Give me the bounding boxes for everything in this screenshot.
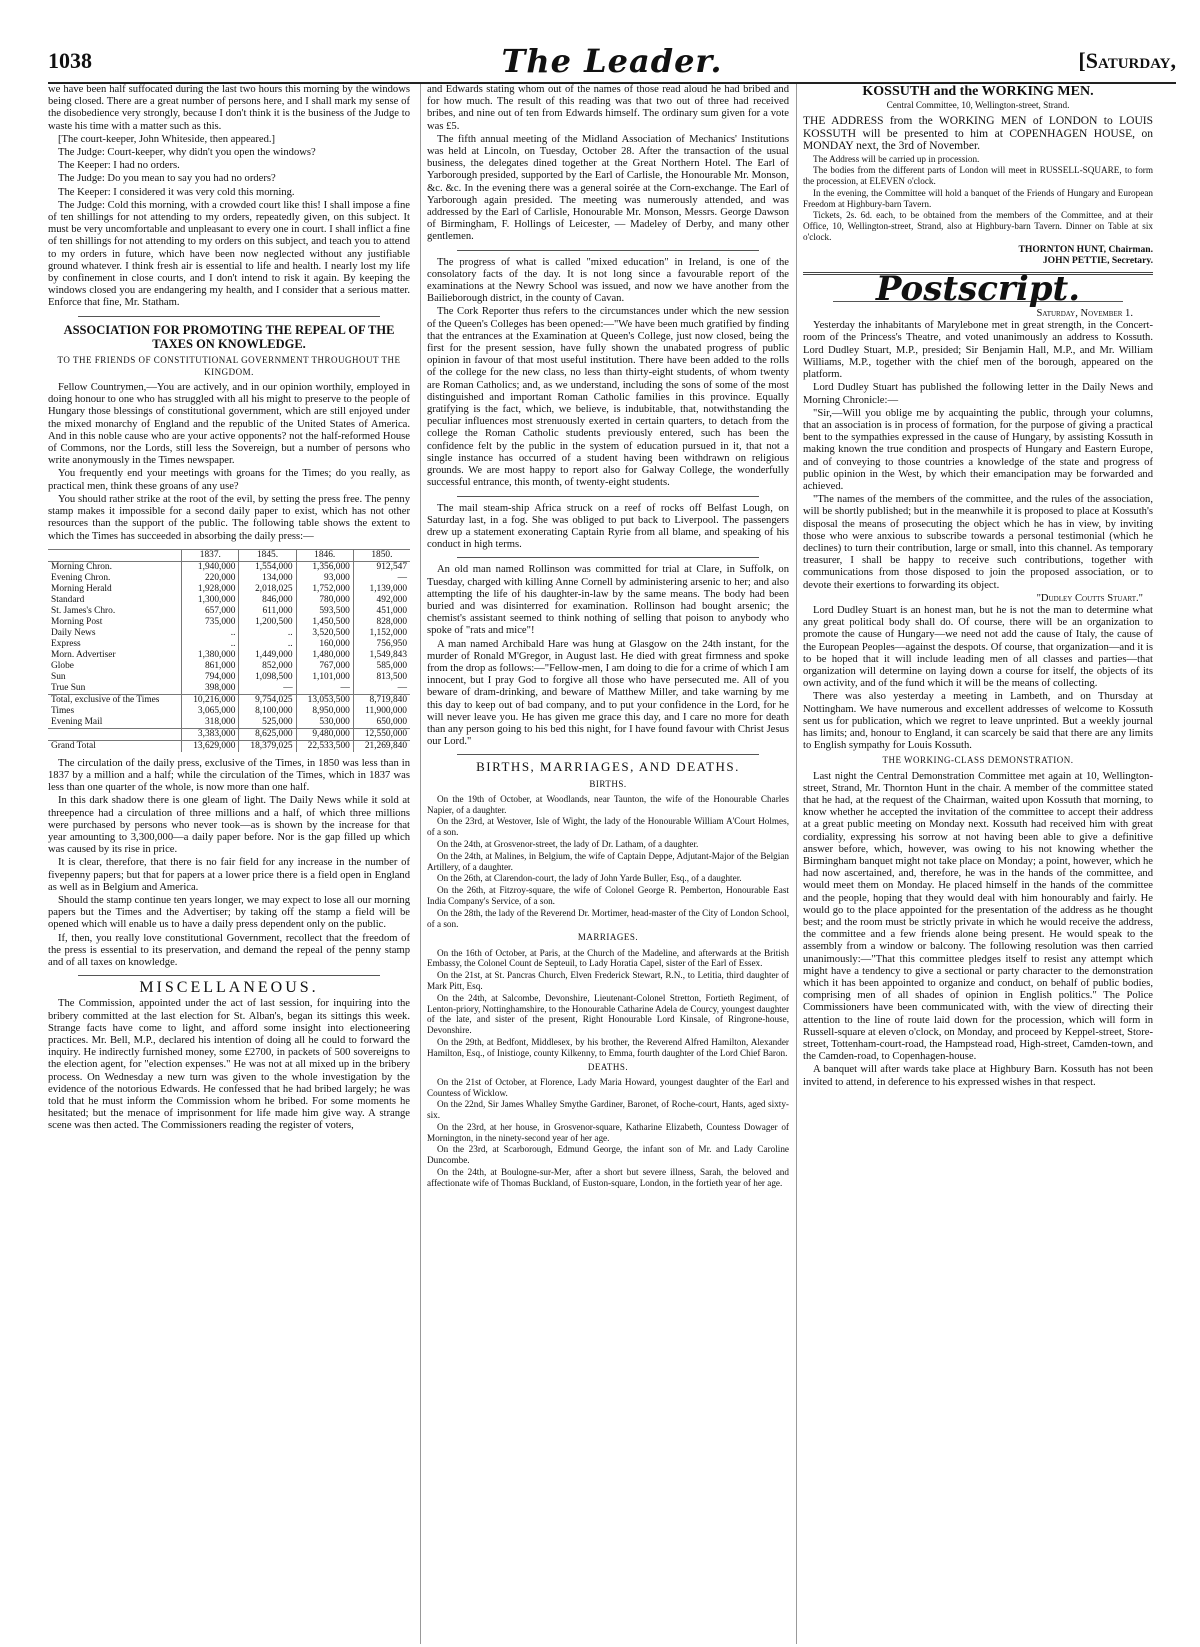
births-heading: BIRTHS.	[589, 778, 627, 789]
paragraph: [The court-keeper, John Whiteside, then appeared.]	[58, 133, 276, 145]
births-list	[427, 794, 789, 930]
table-cell: 3,383,000	[182, 728, 239, 740]
table-cell: 1,356,000	[296, 561, 353, 573]
table-row	[48, 584, 410, 595]
paragraph: If, then, you really love constitutional Government, recollect that the freedom of the press is essential to its preservation, and demand the repeal of the penny stamp and of all taxes on knowledge.	[48, 932, 410, 968]
signature-chairman: THORNTON HUNT, Chairman.	[1018, 243, 1153, 255]
table-cell: 93,000	[296, 573, 353, 584]
death-notice: On the 21st of October, at Florence, Lady Maria Howard, youngest daughter of the Earl and Countess of Wicklow.	[427, 1076, 789, 1098]
paragraph: Lord Dudley Stuart has published the following letter in the Daily News and Morning Chronicle:—	[803, 382, 1153, 406]
table-cell: 735,000	[182, 617, 239, 628]
table-cell: 780,000	[296, 595, 353, 606]
table-cell: 525,000	[239, 717, 296, 729]
table-cell: 18,379,025	[239, 740, 296, 752]
paragraph: Should the stamp continue ten years longer, we may expect to lose all our morning papers but the Times and the Advertiser; by taking off the stamp a field will be opened which will enable us to have a daily press dependent only on the public.	[48, 894, 410, 931]
table-row-label: Morning Herald	[51, 583, 112, 594]
table-cell: —	[353, 683, 410, 695]
deaths-list	[427, 1077, 789, 1189]
table-cell: 21,269,840	[353, 740, 410, 752]
table-cell: ..	[239, 639, 296, 650]
paragraph: The progress of what is called "mixed education" in Ireland, is one of the consolatory facts of the day. It is not long since a favourable report of the examinations at the Newry School was issued, and now we have another from the Bailieborough district, in the county of Cavan.	[427, 256, 789, 305]
paragraph: In this dark shadow there is one gleam of light. The Daily News while it sold at threepence had a circulation of three millions and a half, of which three millions were purchased by persons who never took—as is shown by the increase for that year amounting to 3,300,000—a daily paper before. Nor is the gap filled up which was caused by its rise in price.	[48, 795, 410, 856]
table-cell: 1,200,500	[239, 617, 296, 628]
table-cell: 13,629,000	[182, 740, 239, 752]
paragraph: An old man named Rollinson was committed for trial at Clare, in Suffolk, on Tuesday, charged with killing Anne Cornell by administering arsenic to her; and also attempting the life of his daughter-in-law by the same means. The body had been buried and was disinterred for examination. Rollinson had bought arsenic; the chemist's assistant seemed to think nothing of selling that poison to anybody who spoke of "rats and mice"!	[427, 564, 789, 637]
table-cell: 767,000	[296, 661, 353, 672]
birth-notice: On the 26th, at Fitzroy-square, the wife of Colonel George R. Pemberton, Honourable East India Company's Service, of a son.	[427, 885, 789, 906]
table-row-label: Standard	[51, 594, 85, 605]
table-row	[48, 628, 410, 639]
section-heading: BIRTHS, MARRIAGES, AND DEATHS.	[476, 759, 740, 775]
paragraph: The mail steam-ship Africa struck on a reef of rocks off Belfast Lough, on Saturday last, in a fog. She was obliged to put back to Liverpool. The passengers drew up a statement exonerating Captain Ryrie from all blame, and speaking of his conduct in high terms.	[427, 502, 789, 551]
paragraph: we have been half suffocated during the last two hours this morning by the windows being closed. There are a great number of persons here, and I shall mark my sense of the disobedience very strongly, because I don't think it is the business of the Judge to waste his time with a matter such as this.	[48, 84, 410, 132]
table-cell: 852,000	[239, 661, 296, 672]
page-number: 1038	[48, 48, 92, 73]
table-cell: 1,940,000	[182, 561, 239, 573]
paragraph: The circulation of the daily press, exclusive of the Times, in 1850 was less than in 1837 by a million and a half; while the circulation of the Times, which in 1837 was less than one quarter of the whole, is now more than one half.	[48, 757, 410, 794]
deaths-heading: DEATHS.	[587, 1061, 629, 1072]
table-cell: 13,053,500	[296, 694, 353, 706]
paragraph: Tickets, 2s. 6d. each, to be obtained from the members of the Committee, and at their Office, 10, Wellington-street, Strand, also at Highbury-barn Tavern. Dinner on Table at six o'clock.	[803, 210, 1153, 243]
paragraph: You should rather strike at the root of the evil, by setting the press free. The penny stamp makes it impossible for a second daily paper to exist, which has not other resources than the support of the public. The following table shows the extent to which the Times has succeeded in absorbing the daily press:—	[48, 493, 410, 542]
marriage-notice: On the 29th, at Bedfont, Middlesex, by his brother, the Reverend Alfred Hamilton, Alexander Hamilton, Esq., of Inistioge, county Kilkenny, to Emma, fourth daughter of the Lord Chief Baron.	[427, 1036, 789, 1058]
death-notice: On the 23rd, at Scarborough, Edmund George, the infant son of Mr. and Lady Caroline Duncombe.	[427, 1144, 789, 1166]
table-cell: 912,547	[353, 561, 410, 573]
paragraph: Last night the Central Demonstration Committee met again at 10, Wellington-street, Strand, Mr. Thornton Hunt in the chair. A member of the committee stated that he had, at the request of the Chairman, waited upon Kossuth that morning, to know whether he accepted the invitation of the committee to accept their address at a great public meeting on Monday next. Kossuth had received him with great cordiality, expressing his sorrow at not having been able to give a definitive answer before, which, however, was owing to his not knowing whether the Birmingham banquet might not take place on Monday; a point, however, which he had now ascertained, and, therefore, he was in the hands of the committee, and would meet them on Monday. He placed himself in the hands of the committee and the people, hoping that they would deal with him honourably and fairly. He would go to the place appointed for the presentation of the address as he thought best; and the room must be strictly private in which he would receive the address, the committee and a few friends alone being present. He would speak to the assembly from a window or balcony. The following resolution was then carried unanimously:—"That this committee pledges itself to resist any attempt which might have a tendency to give a sectional or party character to the demonstration which it has been appointed to organize and conduct, on behalf of public bodies, comprising men of all shades of opinion in English politics." The Police Commissioners have been communicated with, with the view of directing their attention to the line of route laid down for the procession, which will form in Russell-square at eleven o'clock, on Monday, and proceed by Keppel-street, Store-street, Tottenham-court-road, the Hampstead road, High-street, Camden-town, and the Camden-road, to Copenhagen-house.	[803, 770, 1153, 1063]
table-cell: 11,900,000	[353, 706, 410, 717]
paragraph: A banquet will after wards take place at Highbury Barn. Kossuth has not been invited to attend, in deference to his expressed wishes in that respect.	[803, 1064, 1153, 1088]
table-cell: 756,950	[353, 639, 410, 650]
table-row-label: Evening Chron.	[51, 572, 111, 583]
table-header-row	[48, 549, 410, 561]
table-cell: 828,000	[353, 617, 410, 628]
paragraph: "The names of the members of the committee, and the rules of the association, will be shortly published; but in the meanwhile it is proposed to place at Kossuth's disposal the means of prosecuting the object which he has in view, by inviting those who were anxious to subscribe towards a personal testimonial (which he declines) to turn their contribution, large or small, into this channel. As temporary treasurer, I shall be happy to receive such contributions, together with communications from those disposed to join the proposed association, or to devote their exertions to forwarding its object.	[803, 494, 1153, 591]
table-cell: 398,000	[182, 683, 239, 695]
table-header: 1845.	[239, 549, 296, 561]
table-cell: 8,625,000	[239, 728, 296, 740]
divider	[457, 557, 759, 558]
table-cell: 657,000	[182, 606, 239, 617]
table-row-label: Express	[51, 638, 81, 649]
kossuth-subheading: Central Committee, 10, Wellington-street, Strand.	[886, 100, 1070, 111]
marriage-notice: On the 21st, at St. Pancras Church, Elven Frederick Stewart, R.N., to Letitia, third daughter of Mark Pitt, Esq.	[427, 970, 789, 991]
table-cell: 12,550,000	[353, 728, 410, 740]
table-cell: 1,928,000	[182, 584, 239, 595]
paragraph: The bodies from the different parts of London will meet in RUSSELL-SQUARE, to form the procession, at ELEVEN o'clock.	[803, 165, 1153, 187]
table-cell: —	[296, 683, 353, 695]
table-row	[48, 639, 410, 650]
paragraph: and Edwards stating whom out of the names of those read aloud he had bribed and for how much. The result of this reading was that two out of three had received bribes, and nine out of ten from Edwards himself. The ordinary sum given for a vote was £5.	[427, 84, 789, 132]
table-cell: 1,300,000	[182, 595, 239, 606]
marriage-notice: On the 16th of October, at Paris, at the Church of the Madeline, and afterwards at the British Embassy, the Colonel Count de Septeuil, to Lady Horatia Capel, sister of the Earl of Essex.	[427, 947, 789, 969]
table-row	[48, 661, 410, 672]
table-cell: 3,520,500	[296, 628, 353, 639]
table-row	[48, 617, 410, 628]
death-notice: On the 24th, at Boulogne-sur-Mer, after a short but severe illness, Sarah, the beloved and affectionate wife of Thomas Buckland, of Euston-square, London, in the fortieth year of her age.	[427, 1167, 789, 1188]
table-cell: 585,000	[353, 661, 410, 672]
table-cell: 9,480,000	[296, 728, 353, 740]
table-row-label: Grand Total	[48, 740, 182, 752]
table-cell: 1,752,000	[296, 584, 353, 595]
paragraph: The Cork Reporter thus refers to the circumstances under which the new session of the Queen's Colleges has been opened:—"We have been much gratified by finding that the entrances at the Examination at Queen's College, just now closed, being the first for the present session, have fully shown the unabated progress of public opinion in favour of that most useful institution. There have been added to the rolls of the college for the new class, no less than thirty-eight students, of whom twenty are Roman Catholics; and, as we understand, including the sons of some of the most distinguished and important Roman Catholic families in this province. Equally gratifying is the fact, which, we believe, is indubitable, that, notwithstanding the peculiar influences most strenuously exerted in certain quarters, to detach from the college the Roman Catholic students previously entered, such has been the confidence felt by the public in the system of education pursued in it, that not a single instance has occurred of a student having been withdrawn on religious grounds. We are most happy to report also for Galway College, the wonderfully successful entrance, this month, of twenty-eight students.	[427, 306, 789, 489]
table-row	[48, 740, 410, 752]
table-cell: 3,065,000	[182, 706, 239, 717]
table-cell: 593,500	[296, 606, 353, 617]
table-cell: 8,100,000	[239, 706, 296, 717]
table-cell: 492,000	[353, 595, 410, 606]
masthead	[48, 42, 1176, 84]
table-cell: 1,152,000	[353, 628, 410, 639]
table-cell: —	[353, 573, 410, 584]
postscript-title: Postscript.	[875, 268, 1081, 309]
table-cell: —	[239, 683, 296, 695]
table-cell: 1,554,000	[239, 561, 296, 573]
divider	[457, 496, 759, 497]
table-row	[48, 561, 410, 573]
table-cell: 530,000	[296, 717, 353, 729]
table-cell: 22,533,500	[296, 740, 353, 752]
table-cell: ..	[182, 628, 239, 639]
table-cell: 8,950,000	[296, 706, 353, 717]
birth-notice: On the 19th of October, at Woodlands, near Taunton, the wife of the Honourable Charles Napier, of a daughter.	[427, 793, 789, 815]
table-row	[48, 606, 410, 617]
masthead-day: [Saturday,	[1078, 48, 1176, 73]
birth-notice: On the 26th, at Clarendon-court, the lady of John Yarde Buller, Esq., of a daughter.	[437, 873, 742, 884]
column-3	[796, 84, 1153, 1644]
section-heading: ASSOCIATION FOR PROMOTING THE REPEAL OF THE TAXES ON KNOWLEDGE.	[63, 322, 395, 351]
table-header: 1850.	[353, 549, 410, 561]
paragraph: You frequently end your meetings with groans for the Times; do you really, as practical men, think these groans of any use?	[48, 468, 410, 492]
table-cell: 9,754,025	[239, 694, 296, 706]
marriages-heading: MARRIAGES.	[577, 932, 639, 943]
column-2	[420, 84, 789, 1644]
paragraph: In the evening, the Committee will hold a banquet of the Friends of Hungary and European Freedom at Highbury-barn Tavern.	[803, 187, 1153, 209]
table-row-label: True Sun	[51, 682, 86, 693]
marriages-list	[427, 948, 789, 1059]
table-row	[48, 717, 410, 729]
section-subheading: TO THE FRIENDS OF CONSTITUTIONAL GOVERNMENT THROUGHOUT THE KINGDOM.	[57, 354, 401, 377]
birth-notice: On the 23rd, at Westover, Isle of Wight, the lady of the Honourable William A'Court Holmes, of a son.	[427, 816, 789, 838]
table-cell: 611,000	[239, 606, 296, 617]
divider	[78, 975, 380, 976]
birth-notice: On the 24th, at Grosvenor-street, the lady of Dr. Latham, of a daughter.	[437, 838, 699, 849]
table-cell: 1,098,500	[239, 672, 296, 683]
table-cell: 1,449,000	[239, 650, 296, 661]
divider	[457, 754, 759, 755]
table-row-label: Daily News	[51, 627, 96, 638]
paragraph: Lord Dudley Stuart is an honest man, but he is not the man to determine what any great political body shall do. Of course, there will be an organization to promote the cause of Hungary—we need not add the cause of Italy, the cause of the European Peoples—against the despots. Of course, that organization—and it is to be hoped that it will include leading men of all classes and parties—that organization will determine on laying down a course for itself, the objects of its own activity, and of the fund which it will be the means of collecting.	[803, 604, 1153, 690]
circulation-table	[48, 549, 410, 752]
table-cell: 861,000	[182, 661, 239, 672]
table-cell: 1,480,000	[296, 650, 353, 661]
death-notice: On the 22nd, Sir James Whalley Smythe Gardiner, Baronet, of Roche-court, Hants, aged sixty-six.	[427, 1099, 789, 1121]
table-cell: 318,000	[182, 717, 239, 729]
table-cell: 160,000	[296, 639, 353, 650]
table-row-label: Evening Mail	[51, 716, 103, 727]
table-cell: 1,380,000	[182, 650, 239, 661]
table-row-label: Sun	[51, 671, 66, 682]
death-notice: On the 23rd, at her house, in Grosvenor-square, Katharine Elizabeth, Countess Dowager of Mornington, in the ninety-second year of her age.	[427, 1121, 789, 1143]
paragraph: The Commission, appointed under the act of last session, for inquiring into the bribery committed at the last election for St. Alban's, began its sittings this week. Strange facts have come to light, and afford some insight into electioneering practices. Mr. Bell, M.P., declared his intention of doing all he could to forward the inquiry. He indirectly furnished money, some £2700, in packets of 500 sovereigns to the election agent, for "election expenses." He was not at all mixed up in the bribery process. On Wednesday a new turn was given to the whole investigation by the evidence of the notorious Edwards. He confessed that he had bribed largely; he was told that he must inform the Commission whom he bribed. For some moments he hesitated; but the menace of imprisonment for life made him give way. A strange scene was then acted. The Commissioners reading the register of voters,	[48, 998, 410, 1132]
table-header	[48, 549, 182, 561]
section-heading: MISCELLANEOUS.	[139, 979, 319, 997]
table-cell: 10,216,000	[182, 694, 239, 706]
table-row-label: Morning Post	[51, 616, 103, 627]
section-subheading: THE WORKING-CLASS DEMONSTRATION.	[882, 755, 1074, 766]
paragraph: The Judge: Do you mean to say you had no orders?	[58, 173, 276, 185]
table-row-label: Globe	[51, 660, 74, 671]
table-cell: 220,000	[182, 573, 239, 584]
table-row	[48, 650, 410, 661]
paragraph: A man named Archibald Hare was hung at Glasgow on the 24th instant, for the murder of Ronald M'Gregor, in August last. He died with great firmness and spoke from the drop as follows:—"Fellow-men, I am doing to die for a crime of which I am innocent, but I pray God to forgive all those who have persecuted me. All of you beware of dram-drinking, and beware of Matthew Miller, and take warning by me this day to keep out of bad company, and to put your confidence in the Lord, for he will never leave you. He has given me grace this day, and I care no more for death than any person going to his bed this night, for I have found favour with Christ Jesus our Lord."	[427, 638, 789, 748]
paragraph: Fellow Countrymen,—You are actively, and in our opinion worthily, employed in doing honour to one who has struggled with all his might to preserve to the people of Hungary those blessings of constitutional government, which are still enjoyed under the mixed monarchy of England and the republic of the United States of America. And in this noble cause who are your active opponents? not the half-reformed House of Commons, nor the Lords, still less the Sovereign, but a number of persons who write anonymously in the Times newspaper.	[48, 382, 410, 467]
signature-secretary: JOHN PETTIE, Secretary.	[1042, 254, 1153, 266]
paragraph: Yesterday the inhabitants of Marylebone met in great strength, in the Concert-room of the Princess's Theatre, and voted unanimously an address to Kossuth. Lord Dudley Stuart, M.P., presided; Sir Benjamin Hall, M.P., and Mr. William Williams, M.P., together with the chief men of the borough, appeared on the platform.	[803, 320, 1153, 381]
table-cell: ..	[182, 639, 239, 650]
paragraph: The Judge: Cold this morning, with a crowded court like this! I shall impose a fine of ten shillings for not attending to my orders, repeatedly given, on this subject. It must be very uncomfortable and unpleasant to every one in court. I shall inflict a fine of ten shillings for not attending to my orders on this subject, and teach you to attend to my orders in future, which have been now neglected without any justifiable ground whatever. I think fresh air is essential to life and health. I nearly lost my life by confinement in close courts, and I don't intend to risk it again. By keeping the windows closed you are endangering my health, and I consider that a serious matter. Enforce that fine, Mr. Statham.	[48, 199, 410, 309]
newspaper-title: The Leader.	[501, 42, 723, 80]
table-row-label: Morning Chron.	[51, 561, 112, 572]
postscript-date: Saturday, November 1.	[1036, 308, 1133, 320]
table-row-label: Times	[51, 705, 75, 716]
kossuth-heading: KOSSUTH and the WORKING MEN.	[862, 84, 1094, 99]
paragraph: The Keeper: I had no orders.	[58, 160, 180, 172]
divider	[457, 250, 759, 251]
table-body	[48, 561, 410, 752]
paragraph: The Judge: Court-keeper, why didn't you open the windows?	[58, 147, 316, 159]
marriage-notice: On the 24th, at Salcombe, Devonshire, Lieutenant-Colonel Stretton, Fortieth Regiment, of Lenton-priory, Nottinghamshire, to the Honourable Catharine Adela de Courcy, youngest daughter of the late, and sister of the present, Right Honourable Lord Kinsale, of Ringrone-house, Devonshire.	[427, 992, 789, 1036]
table-row	[48, 683, 410, 695]
table-row-label	[48, 728, 182, 740]
paragraph: It is clear, therefore, that there is no fair field for any increase in the number of fivepenny papers; but that for papers at a lower price there is a field open in England as well as in Belgium and America.	[48, 857, 410, 893]
paragraph: "Sir,—Will you oblige me by acquainting the public, through your columns, that an association is in process of formation, for the purpose of giving a practical bent to the sympathies expressed in the cause of Hungary, by assisting Kossuth in making known the true condition and prospects of Hungary and Eastern Europe, and of conveying to those countries a knowledge of the state and progress of public opinion in the West, by which their emancipation may be forwarded and achieved.	[803, 407, 1153, 492]
table-row	[48, 573, 410, 584]
birth-notice: On the 24th, at Malines, in Belgium, the wife of Captain Deppe, Adjutant-Major of the Belgian Artillery, of a daughter.	[427, 850, 789, 872]
table-row	[48, 694, 410, 706]
table-cell: 134,000	[239, 573, 296, 584]
table-cell: 1,450,500	[296, 617, 353, 628]
paragraph: The Keeper: I considered it was very cold this morning.	[58, 186, 295, 198]
table-row	[48, 728, 410, 740]
table-cell: 846,000	[239, 595, 296, 606]
birth-notice: On the 28th, the lady of the Reverend Dr. Mortimer, head-master of the City of London School, of a son.	[427, 907, 789, 929]
table-cell: 8,719,840	[353, 694, 410, 706]
paragraph: There was also yesterday a meeting in Lambeth, and on Thursday at Nottingham. We have numerous and excellent addresses of welcome to Kossuth sent us for publication, which we regret to leave unprinted. But a weekly journal has limits; and, honour to England, it can scarcely be said that there are any limits to English sympathy for Louis Kossuth.	[803, 691, 1153, 752]
table-row-label: St. James's Chro.	[51, 605, 116, 616]
table-cell: 1,139,000	[353, 584, 410, 595]
table-cell: 650,000	[353, 717, 410, 729]
table-row-label: Total, exclusive of the Times	[48, 694, 182, 706]
table-cell: 794,000	[182, 672, 239, 683]
column-1	[48, 84, 410, 1644]
table-cell: ..	[239, 628, 296, 639]
table-cell: 451,000	[353, 606, 410, 617]
paragraph: The fifth annual meeting of the Midland Association of Mechanics' Institutions was held at Lincoln, on Tuesday, October 28. After the transaction of the usual business, the delegates dined together at the Great Northern Hotel. The Earl of Yarborough presided, supported by the Earl of Carlisle, the Honourable Mr. Monson, &c. &c. In the evening there was a general soirée at the Corn-exchange. The Earl of Yarborough again presided. The meeting was numerously attended, and was addressed by the Earl of Carlisle, Honourable Mr. Monson, Messrs. George Dawson of Birmingham, F. Hollings of Leicester, — Madeley of Derby, and many other gentlemen.	[427, 133, 789, 243]
table-row	[48, 595, 410, 606]
table-row	[48, 672, 410, 683]
table-cell: 813,500	[353, 672, 410, 683]
table-cell: 2,018,025	[239, 584, 296, 595]
kossuth-announcement: THE ADDRESS from the WORKING MEN of LONDON to LOUIS KOSSUTH will be presented to him at COPENHAGEN HOUSE, on MONDAY next, the 3rd of November.	[803, 115, 1153, 152]
paragraph: The Address will be carried up in procession.	[813, 153, 980, 164]
table-cell: 1,101,000	[296, 672, 353, 683]
table-row	[48, 706, 410, 717]
table-header: 1837.	[182, 549, 239, 561]
divider	[78, 316, 380, 317]
table-row-label: Morn. Advertiser	[51, 649, 116, 660]
letter-signature: "Dudley Coutts Stuart."	[1036, 592, 1143, 604]
table-cell: 1,549,843	[353, 650, 410, 661]
table-header: 1846.	[296, 549, 353, 561]
